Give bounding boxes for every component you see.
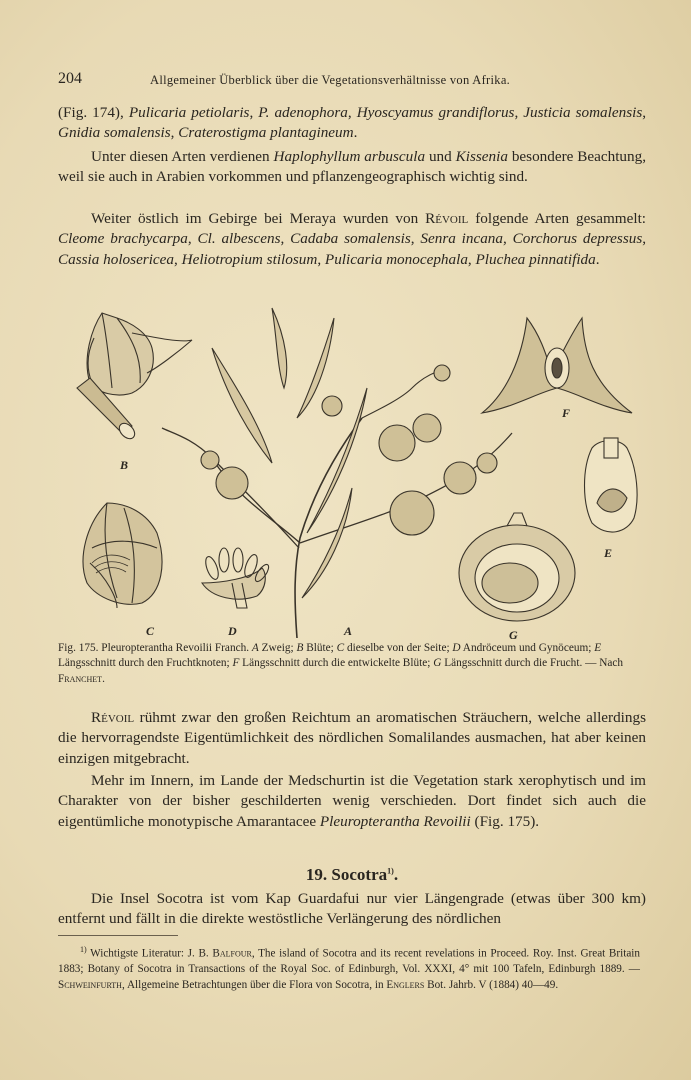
- botanical-illustration: [62, 298, 642, 643]
- panel-letter: F: [232, 657, 240, 670]
- flower-b-drawing: [77, 313, 192, 442]
- text: ,: [280, 230, 291, 248]
- author-name: Balfour: [212, 947, 252, 960]
- text: Mehr im Innern, im Lande der Medschurtin ist die Vegetation stark xerophytisch und im Charakter von der bisher geschilderten wenig verschieden. Dort findet sich auch die eigentümliche monotypische Amarantacee: [58, 772, 646, 830]
- text: Fig. 175. Pleuropterantha Revoilii Franch.: [58, 642, 252, 654]
- species-name: Pulicaria monocephala: [324, 250, 468, 268]
- species-name: Hyoscyamus grandiflorus: [356, 104, 515, 121]
- text: Blüte;: [303, 642, 337, 654]
- text: Längsschnitt durch den Fruchtknoten;: [58, 657, 233, 670]
- species-name: Justicia somalensis: [523, 104, 643, 121]
- text: Zweig;: [258, 642, 297, 654]
- species-name: P. adenophora: [258, 104, 348, 121]
- panel-letter: D: [452, 642, 461, 654]
- section-e-drawing: [585, 438, 638, 532]
- footnote-divider: [58, 935, 178, 936]
- section-title-text: 19. Socotra: [305, 865, 388, 884]
- species-name: Pleuropterantha Revoilii: [319, 812, 471, 830]
- text: ,: [503, 230, 513, 248]
- panel-letter: G: [433, 657, 442, 670]
- paragraph-meraya-species: [58, 209, 646, 270]
- author-name: Franchet: [58, 672, 103, 685]
- text: ,: [249, 104, 259, 121]
- figure-label-d: D: [228, 624, 237, 638]
- running-title: Allgemeiner Überblick über die Vegetationsverhältnisse von Afrika.: [150, 73, 511, 87]
- text: ,: [317, 250, 325, 268]
- androeceum-d-drawing: [202, 548, 271, 608]
- footnote-body: [58, 942, 640, 993]
- text: ,: [514, 104, 524, 121]
- text: ,: [467, 250, 476, 268]
- text: .: [393, 865, 399, 884]
- pleuropterantha-drawing: [62, 298, 642, 643]
- text: folgende Arten gesammelt:: [468, 210, 647, 227]
- page-header: [58, 70, 648, 92]
- text: (Fig. 174),: [58, 104, 129, 121]
- species-name: Craterostigma plantagineum: [178, 124, 354, 142]
- panel-letter: C: [336, 642, 345, 654]
- figure-label-f: F: [562, 406, 571, 420]
- paragraph-species-list-1: [58, 103, 646, 144]
- text: .: [102, 672, 105, 685]
- author-name: Révoil: [91, 709, 135, 726]
- text: ,: [410, 230, 421, 248]
- page-number: 204: [58, 70, 82, 87]
- figure-label-e: E: [604, 546, 613, 560]
- text: Die Insel Socotra ist vom Kap Guardafui nur vier Längengrade (etwas über 300 km) entfernt und fällt in die direkte westöstliche Verlängerung des nördlichen: [58, 890, 646, 928]
- species-name: Cadaba somalensis: [290, 230, 411, 248]
- species-name: Pulicaria petiolaris: [128, 104, 250, 121]
- text: ,: [642, 104, 647, 121]
- text: , Allgemeine Betrachtungen über die Flora von Socotra, in: [121, 978, 387, 991]
- figure-label-b: B: [120, 458, 129, 472]
- species-name: Kissenia: [455, 148, 508, 165]
- panel-letter: E: [594, 642, 602, 654]
- author-name: Révoil: [425, 210, 469, 227]
- section-f-drawing: [482, 318, 632, 413]
- text: Andröceum und Gynöceum;: [460, 642, 595, 654]
- species-name: Corchorus depressus: [512, 230, 643, 248]
- text: (Fig. 175).: [470, 812, 540, 830]
- author-name: Englers: [386, 978, 425, 991]
- text: Längsschnitt durch die entwickelte Blüte;: [239, 657, 434, 670]
- text: und: [425, 148, 456, 165]
- figure-label-g: G: [509, 628, 518, 642]
- text: ,: [187, 230, 198, 248]
- figure-label-c: C: [146, 624, 155, 638]
- text: .: [353, 124, 358, 142]
- species-name: Cl. albescens: [197, 230, 281, 248]
- text: ,: [170, 124, 179, 142]
- species-name: Cassia holosericea: [58, 250, 175, 268]
- panel-letter: B: [296, 642, 304, 654]
- species-name: Heliotropium stilosum: [181, 250, 318, 268]
- paragraph-medschurtin: [58, 771, 646, 832]
- flower-c-drawing: [83, 503, 162, 608]
- species-name: Pluchea pinnatifida: [475, 250, 596, 268]
- paragraph-revoil: [58, 708, 646, 769]
- text: Bot. Jahrb. V (1884) 40—49.: [424, 978, 559, 991]
- text: Weiter östlich im Gebirge bei Meraya wurden von: [91, 210, 426, 227]
- species-name: Gnidia somalensis: [58, 124, 171, 142]
- species-name: Cleome brachycarpa: [58, 230, 188, 248]
- section-g-drawing: [459, 513, 575, 621]
- author-name: Schweinfurth: [58, 978, 122, 991]
- paragraph-socotra: [58, 889, 646, 930]
- footnote: [58, 942, 640, 993]
- footnote-marker: 1): [387, 866, 394, 876]
- text: ,: [174, 250, 182, 268]
- text: Unter diesen Arten verdienen: [91, 148, 274, 165]
- text: dieselbe von der Seite;: [344, 642, 453, 654]
- text: Wichtigste Literatur: J. B.: [86, 947, 213, 960]
- species-name: Senra incana: [420, 230, 503, 248]
- text: ,: [642, 230, 647, 248]
- paragraph-notable-species: [58, 147, 646, 188]
- text: Längsschnitt durch die Frucht. — Nach: [441, 657, 624, 670]
- panel-letter: A: [251, 642, 259, 654]
- figure-label-a: A: [344, 624, 353, 638]
- section-heading: [58, 865, 646, 885]
- text: ,: [347, 104, 357, 121]
- footnote-marker: 1): [80, 945, 87, 954]
- text: .: [595, 250, 600, 268]
- figure-caption: [58, 641, 640, 687]
- text: besondere Beachtung, weil sie auch in Arabien vorkommen und pflanzengeographisch wichtig sind.: [58, 148, 647, 186]
- species-name: Haplophyllum arbuscula: [273, 148, 426, 165]
- text: , The island of Socotra and its recent revelations in Proceed. Roy. Inst. Great Britain 1883; Botany of Socotra in Transactions of the Royal Soc. of Edinburgh, Vol. XXXI, 4° mit 100 Tafeln, Edinburgh 1889. —: [58, 947, 641, 976]
- text: rühmt zwar den großen Reichtum an aromatischen Sträuchern, welche allerdings die hervorragendste Eigentümlichkeit des nördlichen Somalilandes ausmachen, hat aber keinen einzigen mitgebracht.: [58, 709, 646, 767]
